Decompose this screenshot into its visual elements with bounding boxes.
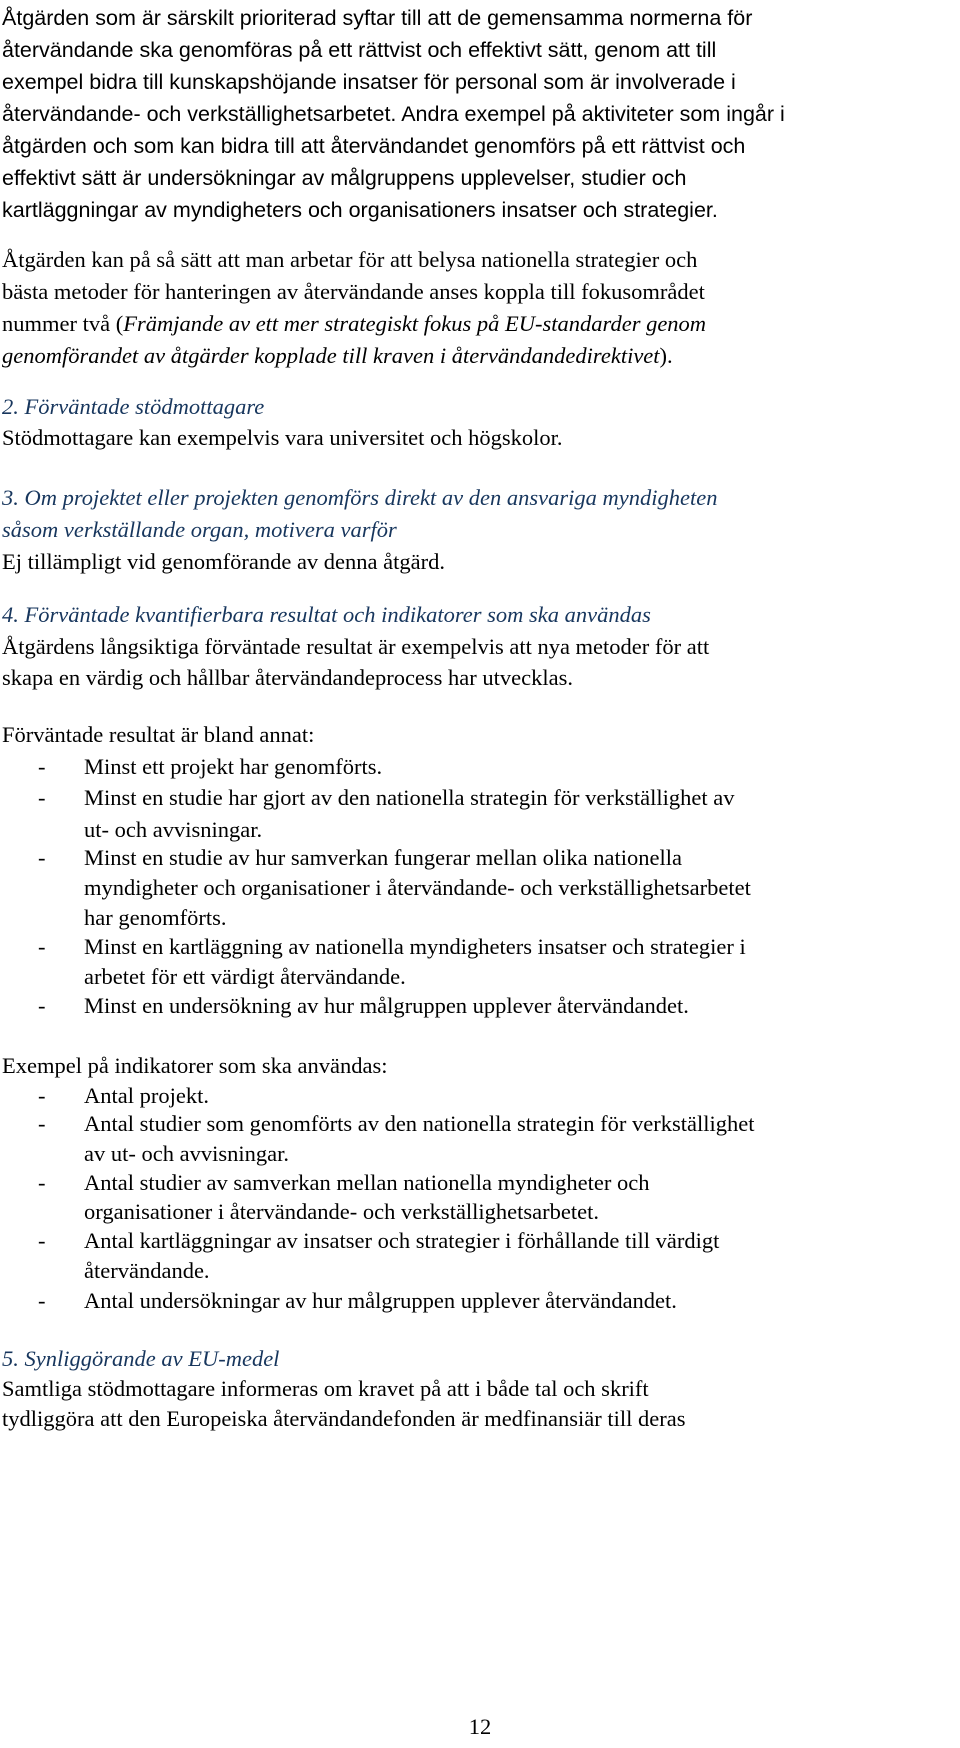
intro-line-7: kartläggningar av myndigheters och organisationers insatser och strategier. [2, 198, 718, 222]
section-4-heading: 4. Förväntade kvantifierbara resultat och indikatorer som ska användas [2, 602, 651, 627]
intro-line-3: exempel bidra till kunskapshöjande insatser för personal som är involverade i [2, 70, 736, 94]
section-2-heading: 2. Förväntade stödmottagare [2, 394, 265, 419]
list-item-text: Antal undersökningar av hur målgruppen upplever återvändandet. [84, 1288, 677, 1313]
section-3-text: Ej tillämpligt vid genomförande av denna åtgärd. [2, 549, 445, 574]
para2-line-1: Åtgärden kan på så sätt att man arbetar för att belysa nationella strategier och [2, 247, 698, 272]
list-item-text: har genomförts. [84, 905, 227, 930]
list-dash: - [38, 1083, 46, 1108]
list-item-text: Antal studier som genomförts av den nationella strategin för verkställighet [84, 1111, 755, 1136]
list-dash: - [38, 845, 46, 870]
para2-line-4-end: ). [659, 343, 673, 368]
section-3-heading-line-2: såsom verkställande organ, motivera varför [2, 517, 397, 542]
list-item-text: Minst ett projekt har genomförts. [84, 754, 383, 779]
list-item-text: ut- och avvisningar. [84, 817, 263, 842]
section-4-line-2: skapa en värdig och hållbar återvändandeprocess har utvecklas. [2, 665, 574, 690]
list-item-text: myndigheter och organisationer i återvändande- och verkställighetsarbetet [84, 875, 751, 900]
fokus-title-part-2: genomförandet av åtgärder kopplade till kraven i återvändandedirektivet [2, 343, 660, 368]
list-dash: - [38, 934, 46, 959]
results-intro: Förväntade resultat är bland annat: [2, 722, 315, 747]
indicators-intro: Exempel på indikatorer som ska användas: [2, 1053, 388, 1078]
para2-line-3 [2, 307, 706, 340]
section-5-heading: 5. Synliggörande av EU-medel [2, 1346, 280, 1371]
list-item-text: Minst en studie har gjort av den nationella strategin för verkställighet av [84, 785, 735, 810]
section-4-line-1: Åtgärdens långsiktiga förväntade resultat är exempelvis att nya metoder för att [2, 634, 710, 659]
list-item-text: Minst en undersökning av hur målgruppen upplever återvändandet. [84, 993, 689, 1018]
intro-line-6: effektivt sätt är undersökningar av målgruppens upplevelser, studier och [2, 166, 687, 190]
list-dash: - [38, 1228, 46, 1253]
list-dash: - [38, 1288, 46, 1313]
section-5-line-2: tydliggöra att den Europeiska återvändandefonden är medfinansiär till deras [2, 1406, 686, 1431]
list-dash: - [38, 1170, 46, 1195]
list-item-text: organisationer i återvändande- och verkställighetsarbetet. [84, 1199, 600, 1224]
para2-line-3-text: nummer två ( [2, 311, 124, 336]
para2-line-2: bästa metoder för hanteringen av återvändande anses koppla till fokusområdet [2, 279, 705, 304]
section-5-line-1: Samtliga stödmottagare informeras om kravet på att i både tal och skrift [2, 1376, 649, 1401]
fokus-title-part-1: Främjande av ett mer strategiskt fokus på EU-standarder genom [123, 311, 707, 336]
list-dash: - [38, 785, 46, 810]
list-item-text: Minst en kartläggning av nationella myndigheters insatser och strategier i [84, 934, 746, 959]
intro-line-4: återvändande- och verkställighetsarbetet. Andra exempel på aktiviteter som ingår i [2, 102, 785, 126]
list-dash: - [38, 1111, 46, 1136]
page-number: 12 [468, 1714, 492, 1739]
list-item-text: av ut- och avvisningar. [84, 1141, 289, 1166]
list-dash: - [38, 754, 46, 779]
list-item-text: Antal projekt. [84, 1083, 209, 1108]
section-2-text: Stödmottagare kan exempelvis vara universitet och högskolor. [2, 425, 563, 450]
para2-line-4 [2, 339, 673, 372]
list-item-text: återvändande. [84, 1258, 210, 1283]
list-dash: - [38, 993, 46, 1018]
intro-line-1: Åtgärden som är särskilt prioriterad syftar till att de gemensamma normerna för [2, 6, 753, 30]
intro-line-5: åtgärden och som kan bidra till att återvändandet genomförs på ett rättvist och [2, 134, 746, 158]
intro-line-2: återvändande ska genomföras på ett rättvist och effektivt sätt, genom att till [2, 38, 717, 62]
section-3-heading-line-1: 3. Om projektet eller projekten genomförs direkt av den ansvariga myndigheten [2, 485, 718, 510]
list-item-text: Antal kartläggningar av insatser och strategier i förhållande till värdigt [84, 1228, 720, 1253]
list-item-text: Minst en studie av hur samverkan fungerar mellan olika nationella [84, 845, 682, 870]
list-item-text: Antal studier av samverkan mellan nationella myndigheter och [84, 1170, 650, 1195]
list-item-text: arbetet för ett värdigt återvändande. [84, 964, 406, 989]
